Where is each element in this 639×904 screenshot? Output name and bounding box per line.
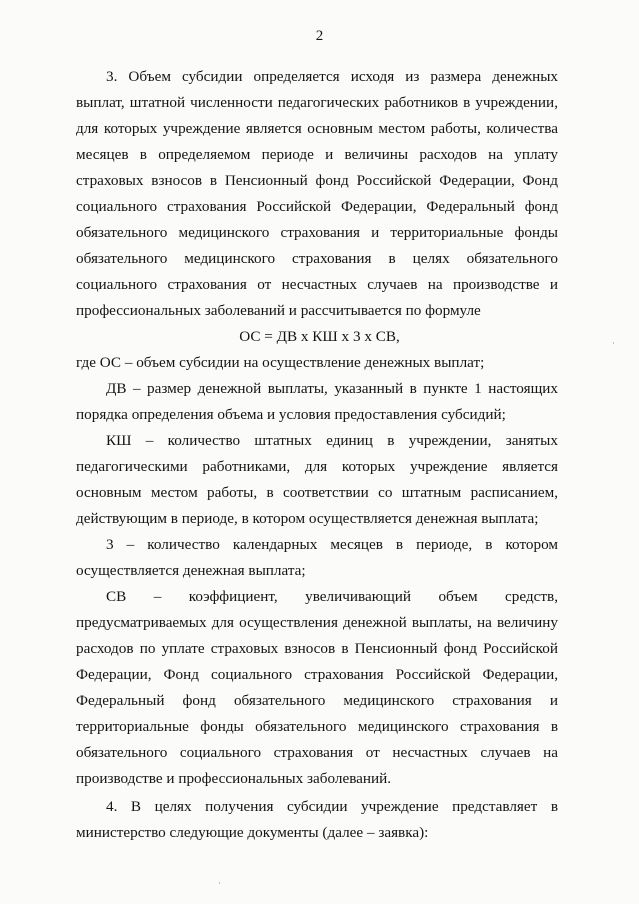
text-line: 4. В целях получения субсидии учреждение представляет в	[106, 798, 558, 815]
formula: ОС = ДВ х КШ х 3 х СВ,	[239, 328, 400, 345]
text-line: порядка определения объема и условия предоставления субсидий;	[76, 406, 506, 423]
text-line: территориальные фонды обязательного медицинского страхования в	[76, 718, 558, 735]
text-line: социального страхования от несчастных случаев на производстве и	[76, 276, 558, 293]
text-line: основным местом работы, в соответствии со штатным расписанием,	[76, 484, 558, 501]
text-line: министерство следующие документы (далее – заявка):	[76, 824, 429, 841]
text-line: производстве и профессиональных заболеваний.	[76, 770, 392, 787]
text-line: предусматриваемых для осуществления денежной выплаты, на величину	[76, 614, 558, 631]
text-line: ДВ – размер денежной выплаты, указанный в пункте 1 настоящих	[106, 380, 558, 397]
text-line: Федерации, Фонд социального страхования Российской Федерации,	[76, 666, 558, 683]
page-number: 2	[315, 28, 324, 44]
text-line: где ОС – объем субсидии на осуществление денежных выплат;	[76, 354, 485, 371]
text-line: страховых взносов в Пенсионный фонд Российской Федерации, Фонд	[76, 172, 558, 189]
text-line: действующим в периоде, в котором осуществляется денежная выплата;	[76, 510, 539, 527]
scan-speck: ·	[218, 878, 221, 888]
text-line: месяцев в определяемом периоде и величины расходов на уплату	[76, 146, 558, 163]
text-line: осуществляется денежная выплата;	[76, 562, 306, 579]
text-line: обязательного медицинского страхования в целях обязательного	[76, 250, 558, 267]
text-line: СВ – коэффициент, увеличивающий объем средств,	[106, 588, 558, 605]
text-line: КШ – количество штатных единиц в учреждении, занятых	[106, 432, 558, 449]
text-line: расходов по уплате страховых взносов в Пенсионный фонд Российской	[76, 640, 558, 657]
text-line: выплат, штатной численности педагогических работников в учреждении,	[76, 94, 558, 111]
scan-speck: ·	[612, 338, 615, 348]
text-line: для которых учреждение является основным местом работы, количества	[76, 120, 558, 137]
text-line: 3 – количество календарных месяцев в периоде, в котором	[106, 536, 558, 553]
text-line: профессиональных заболеваний и рассчитывается по формуле	[76, 302, 481, 319]
text-line: педагогическими работниками, для которых учреждение является	[76, 458, 558, 475]
text-line: обязательного медицинского страхования и территориальные фонды	[76, 224, 558, 241]
text-line: обязательного социального страхования от несчастных случаев на	[76, 744, 558, 761]
text-line: социального страхования Российской Федерации, Федеральный фонд	[76, 198, 558, 215]
text-line: 3. Объем субсидии определяется исходя из размера денежных	[106, 68, 558, 85]
text-line: Федеральный фонд обязательного медицинского страхования и	[76, 692, 558, 709]
